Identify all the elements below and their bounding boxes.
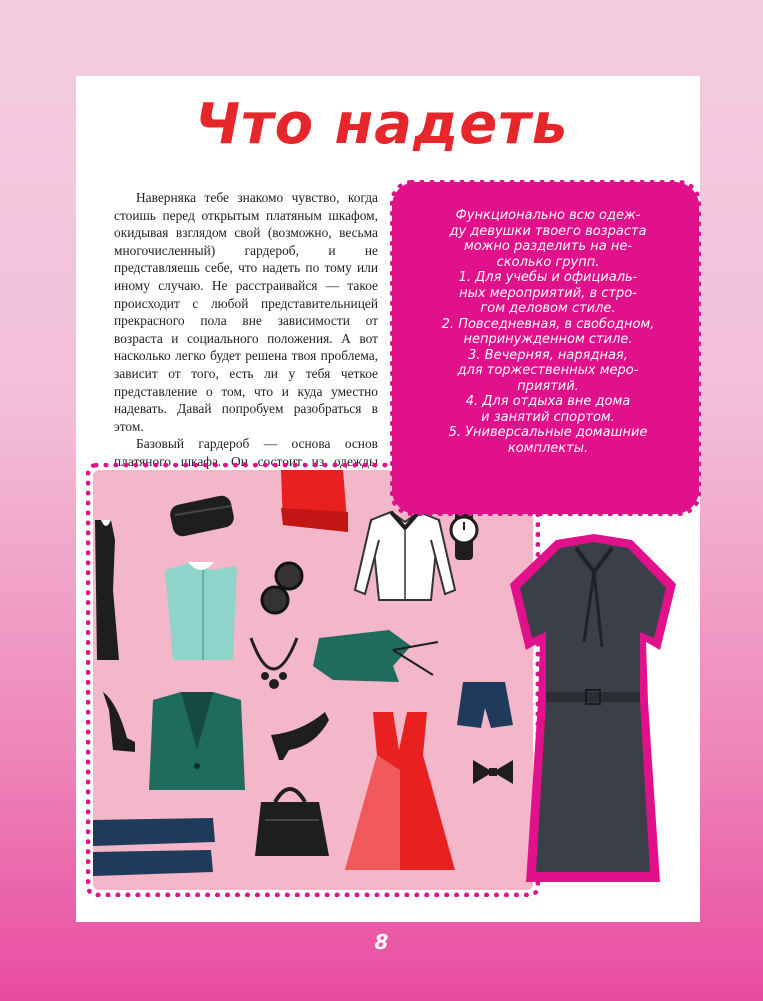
sidebar-line: для торжественных меро- bbox=[457, 363, 639, 378]
body-text bbox=[114, 189, 378, 506]
stiletto-icon bbox=[271, 712, 329, 760]
sidebar-line: ду девушки твоего возраста bbox=[449, 223, 647, 239]
paragraph-1: Наверняка тебе знакомо чувство, когда стоишь перед открытым платяным шкафом, окидывая взглядом свой (возможно, весьма многочисленный) гардероб, и не представляешь себе, что надеть по тому или иному случаю. Не расстраивайся — такое происходит с любой представительницей прекрасного пола вне зависимости от возраста и социального положения. А вот насколько легко будет решена твоя проблема, зависит от того, есть ли у тебя четкое представление о том, что и куда уместно надевать. Давай попробуем разобраться в этом. bbox=[114, 190, 378, 434]
sidebar-line: Функционально всю одеж- bbox=[455, 208, 641, 223]
sidebar-line: комплекты. bbox=[507, 440, 589, 456]
sidebar-line: 3. Вечерняя, нарядная, bbox=[468, 347, 628, 363]
sidebar-line: сколько групп. bbox=[496, 254, 600, 270]
page-title: Что надеть bbox=[194, 92, 569, 157]
teal-blazer-icon bbox=[149, 692, 245, 790]
high-heel-icon bbox=[103, 692, 135, 752]
page-number: 8 bbox=[374, 930, 389, 954]
white-blouse-icon bbox=[355, 512, 455, 600]
sidebar-line: ных мероприятий, в стро- bbox=[459, 285, 637, 301]
sunglasses-icon bbox=[262, 563, 302, 613]
necklace-icon bbox=[251, 638, 297, 689]
sidebar-line: непринужденном стиле. bbox=[463, 332, 633, 347]
collage-illustration bbox=[93, 470, 533, 890]
sidebar-line: 4. Для отдыха вне дома bbox=[465, 394, 631, 409]
sidebar-line: можно разделить на не- bbox=[463, 239, 633, 254]
teal-bustier-icon bbox=[313, 630, 438, 682]
sidebar-line: и занятий спортом. bbox=[481, 409, 615, 425]
grey-dress-photo bbox=[498, 532, 688, 892]
sidebar-line: 1. Для учебы и официаль- bbox=[458, 270, 638, 285]
sidebar-line: гом деловом стиле. bbox=[480, 301, 616, 316]
navy-trousers-icon bbox=[93, 818, 215, 876]
clothing-collage bbox=[93, 470, 533, 890]
red-skirt-icon bbox=[281, 470, 348, 532]
sidebar-line: 2. Повседневная, в свободном, bbox=[441, 316, 655, 332]
black-handbag-icon bbox=[255, 789, 329, 856]
grey-dress-icon bbox=[498, 532, 688, 892]
sidebar-text bbox=[413, 208, 683, 456]
paragraph-2: Базовый гардероб — основа основ платяного шкафа. Он состоит из одежды bbox=[114, 436, 378, 469]
black-clutch-icon bbox=[168, 494, 235, 538]
sidebar-line: 5. Универсальные домашние bbox=[448, 425, 648, 440]
black-dress-icon bbox=[95, 520, 119, 660]
red-dress-icon bbox=[345, 712, 455, 870]
sidebar-line: приятий. bbox=[517, 378, 579, 394]
mint-top-icon bbox=[165, 562, 237, 660]
